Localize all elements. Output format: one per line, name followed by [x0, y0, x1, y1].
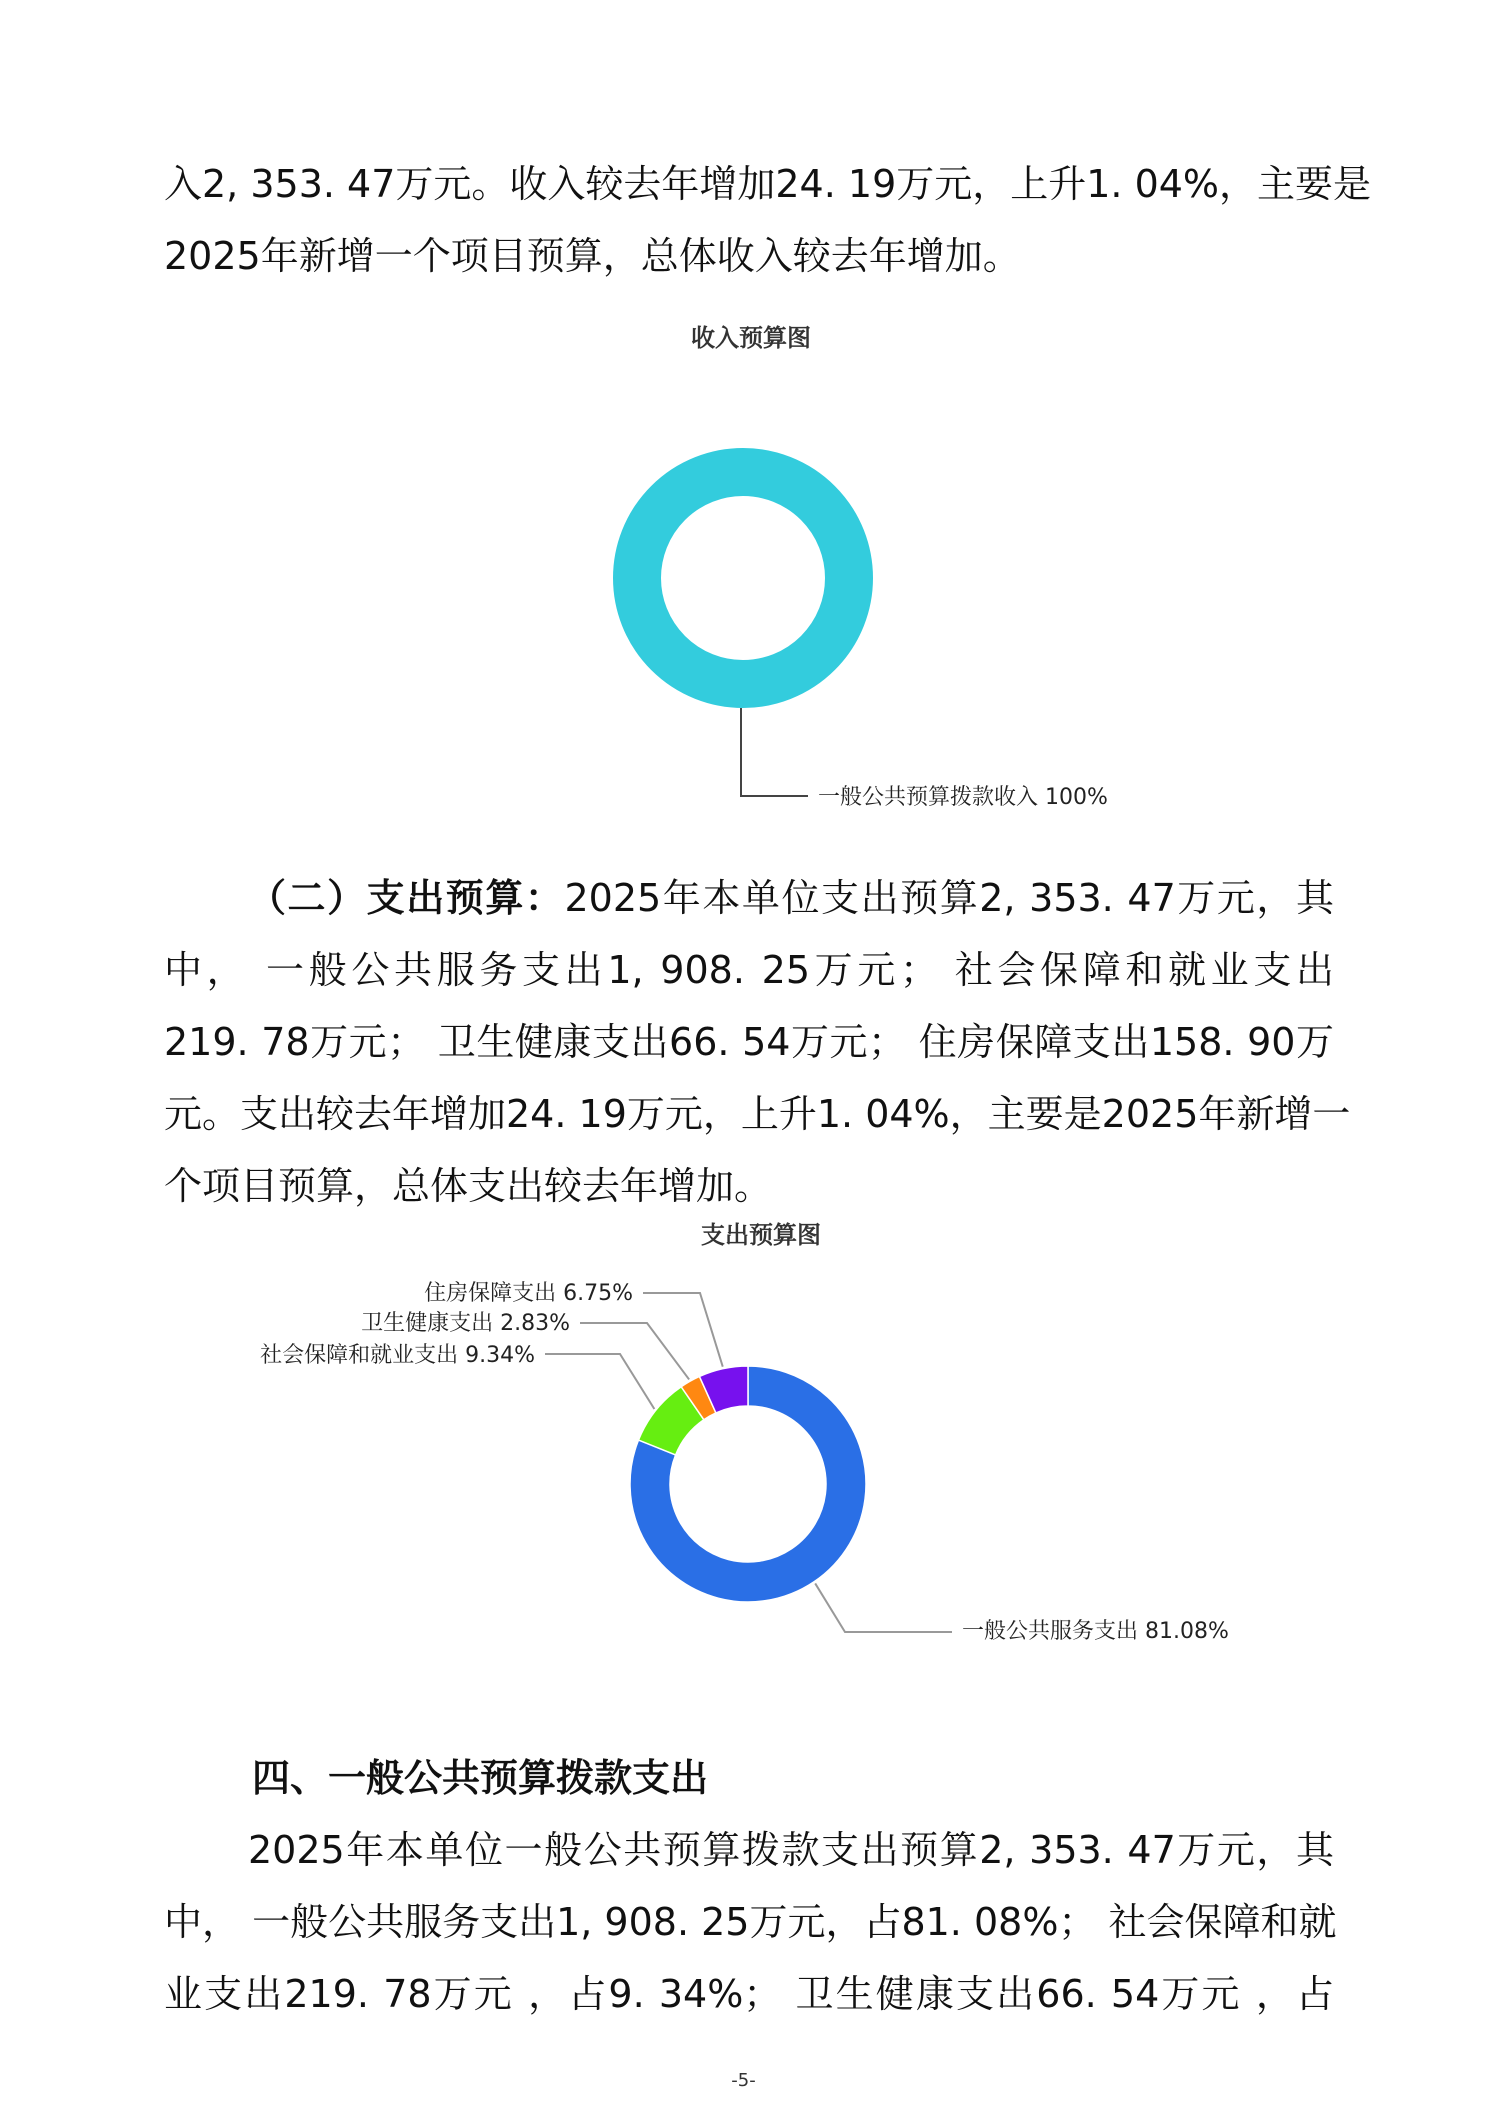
section4-line-3: 业支出219. 78万元 ，占9. 34%； 卫生健康支出66. 54万元 ，占 [164, 1972, 1334, 2016]
expense-leader-2 [580, 1323, 689, 1379]
expense-line-2: 中， 一般公共服务支出1, 908. 25万元； 社会保障和就业支出 [164, 948, 1334, 992]
intro-line-1: 入2, 353. 47万元。收入较去年增加24. 19万元，上升1. 04%，主要是 [164, 162, 1372, 206]
intro-line-2: 2025年新增一个项目预算，总体收入较去年增加。 [164, 234, 1021, 278]
expense-leader-3 [643, 1293, 723, 1367]
expense-leader-0 [815, 1583, 952, 1632]
expense-label-1: 社会保障和就业支出 9.34% [260, 1343, 535, 1368]
expense-label-2: 卫生健康支出 2.83% [361, 1311, 570, 1336]
income-chart-title: 收入预算图 [691, 324, 811, 352]
income-leader-0 [741, 708, 808, 796]
expense-line-3: 219. 78万元； 卫生健康支出66. 54万元； 住房保障支出158. 90万 [164, 1020, 1334, 1064]
income-donut-chart [0, 360, 1487, 840]
section4-line-2: 中， 一般公共服务支出1, 908. 25万元，占81. 08%； 社会保障和就 [164, 1900, 1337, 1944]
expense-leader-1 [545, 1354, 654, 1409]
expense-lead: （二）支出预算： [248, 875, 565, 920]
expense-label-3: 住房保障支出 6.75% [424, 1281, 633, 1306]
expense-line-1: 2025年本单位支出预算2, 353. 47万元，其 [564, 876, 1334, 920]
expense-donut-chart [0, 1250, 1487, 1690]
expense-line-5: 个项目预算，总体支出较去年增加。 [164, 1164, 773, 1208]
expense-label-0: 一般公共服务支出 81.08% [962, 1619, 1229, 1644]
section4-paragraph [164, 1814, 1337, 2030]
page-number: -5- [731, 2070, 756, 2091]
expense-paragraph [164, 862, 1351, 1222]
expense-line-4: 元。支出较去年增加24. 19万元，上升1. 04%，主要是2025年新增一 [164, 1092, 1351, 1136]
section4-line-1: 2025年本单位一般公共预算拨款支出预算2, 353. 47万元，其 [248, 1828, 1334, 1872]
expense-chart-title: 支出预算图 [701, 1221, 821, 1249]
income-slice-0 [637, 472, 849, 684]
intro-paragraph [164, 148, 1372, 292]
income-label-0: 一般公共预算拨款收入 100% [818, 785, 1108, 810]
section4-heading: 四、一般公共预算拨款支出 [252, 1755, 709, 1800]
